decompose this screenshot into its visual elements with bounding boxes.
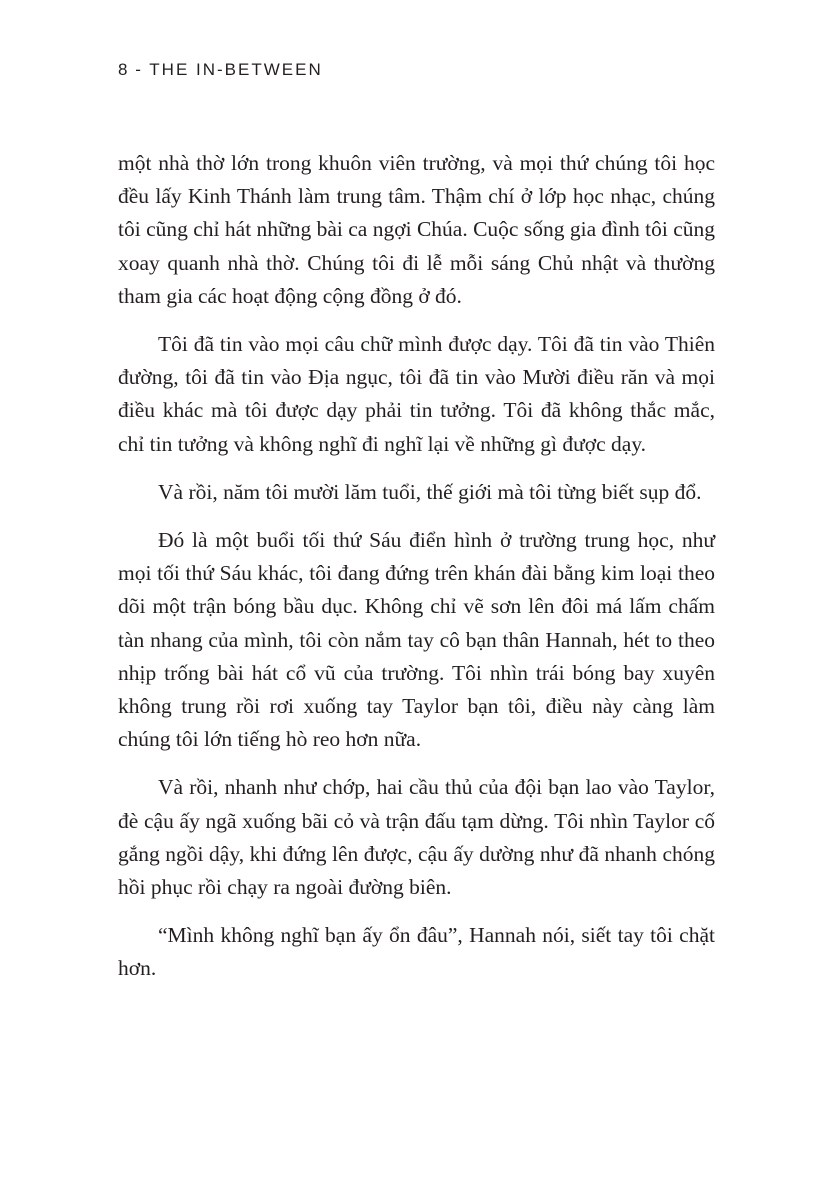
body-text (118, 147, 715, 1001)
paragraph-dialogue: “Mình không nghĩ bạn ấy ổn đâu”, Hannah nói, siết tay tôi chặt hơn. (118, 923, 715, 981)
running-header (118, 60, 323, 80)
running-title: THE IN-BETWEEN (149, 60, 323, 79)
paragraph: Tôi đã tin vào mọi câu chữ mình được dạy. Tôi đã tin vào Thiên đường, tôi đã tin vào Địa ngục, tôi đã tin vào Mười điều răn và mọi điều khác mà tôi được dạy phải tin tưởng. Tôi đã không thắc mắc, chỉ tin tưởng và không nghĩ đi nghĩ lại về những gì được dạy. (118, 332, 715, 456)
header-separator: - (128, 60, 150, 79)
page-number: 8 (118, 60, 129, 79)
paragraph: Và rồi, nhanh như chớp, hai cầu thủ của đội bạn lao vào Taylor, đè cậu ấy ngã xuống bãi cỏ và trận đấu tạm dừng. Tôi nhìn Taylor cố gắng ngồi dậy, khi đứng lên được, cậu ấy dường như đã nhanh chóng hồi phục rồi chạy ra ngoài đường biên. (118, 775, 715, 900)
paragraph-continuation: một nhà thờ lớn trong khuôn viên trường, và mọi thứ chúng tôi học đều lấy Kinh Thánh làm trung tâm. Thậm chí ở lớp học nhạc, chúng tôi cũng chỉ hát những bài ca ngợi Chúa. Cuộc sống gia đình tôi cũng xoay quanh nhà thờ. Chúng tôi đi lễ mỗi sáng Chủ nhật và thường tham gia các hoạt động cộng đồng ở đó. (118, 151, 715, 308)
paragraph: Đó là một buổi tối thứ Sáu điển hình ở trường trung học, như mọi tối thứ Sáu khác, tôi đang đứng trên khán đài bằng kim loại theo dõi một trận bóng bầu dục. Không chỉ vẽ sơn lên đôi má lấm chấm tàn nhang của mình, tôi còn nắm tay cô bạn thân Hannah, hét to theo nhịp trống bài hát cổ vũ của trường. Tôi nhìn trái bóng bay xuyên không trung rồi rơi xuống tay Taylor bạn tôi, điều này càng làm chúng tôi lớn tiếng hò reo hơn nữa. (118, 528, 715, 752)
paragraph: Và rồi, năm tôi mười lăm tuổi, thế giới mà tôi từng biết sụp đổ. (158, 479, 702, 504)
